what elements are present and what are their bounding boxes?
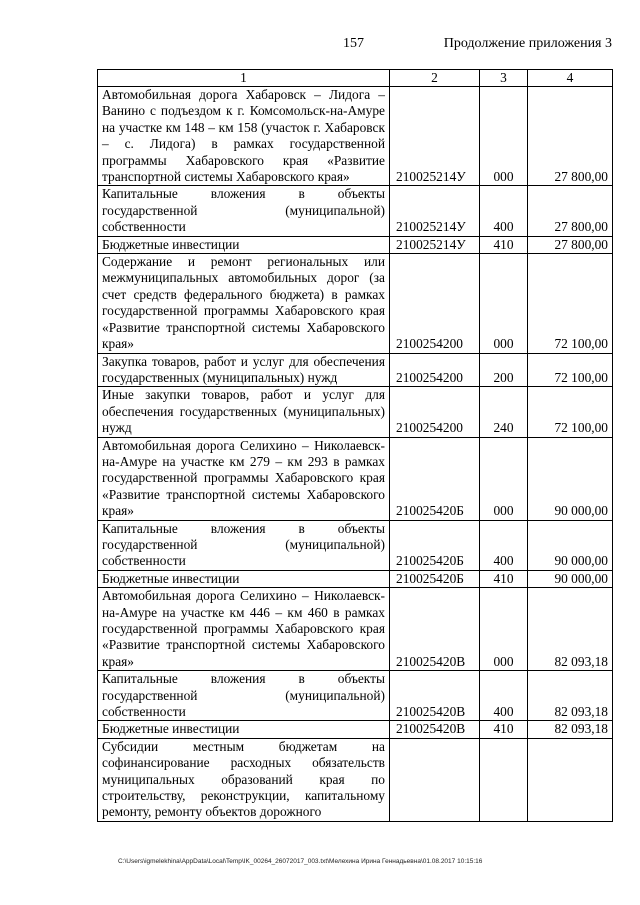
column-header-4: 4	[528, 70, 613, 87]
row-code-cell: 210025420В	[390, 721, 480, 738]
row-sum-cell: 72 100,00	[528, 254, 613, 353]
row-name-cell: Закупка товаров, работ и услуг для обеспечения государственных (муниципальных) нужд	[98, 353, 390, 387]
row-kvr-cell: 400	[480, 520, 528, 570]
row-name-cell: Автомобильная дорога Хабаровск – Лидога – Ванино с подъездом к г. Комсомольск-на-Амуре на участке км 148 – км 158 (участок г. Хабаровск – с. Лидога) в рамках государственной программы Хабаровского края «Развитие транспортной системы Хабаровского края»	[98, 87, 390, 186]
row-code-cell: 210025420В	[390, 588, 480, 671]
row-kvr-cell: 400	[480, 671, 528, 721]
row-sum-cell: 82 093,18	[528, 721, 613, 738]
table-row	[98, 570, 613, 587]
row-kvr-cell: 000	[480, 87, 528, 186]
row-sum-cell: 27 800,00	[528, 236, 613, 253]
row-name-cell: Бюджетные инвестиции	[98, 570, 390, 587]
table-row	[98, 588, 613, 671]
footer-file-path: C:\Users\igmelekhina\AppData\Local\Temp\IK_00264_26072017_003.txt\Мелехина Ирина Геннадьевна\01.08.2017 10:15:16	[118, 858, 483, 865]
table-row	[98, 254, 613, 353]
row-code-cell: 210025214У	[390, 87, 480, 186]
row-code-cell: 2100254200	[390, 387, 480, 437]
row-name-cell: Бюджетные инвестиции	[98, 236, 390, 253]
table-row	[98, 520, 613, 570]
row-code-cell: 210025214У	[390, 186, 480, 236]
row-code-cell: 210025420Б	[390, 520, 480, 570]
table-row	[98, 353, 613, 387]
column-header-3: 3	[480, 70, 528, 87]
row-name-cell: Бюджетные инвестиции	[98, 721, 390, 738]
column-header-2: 2	[390, 70, 480, 87]
row-sum-cell: 90 000,00	[528, 520, 613, 570]
row-name-cell: Автомобильная дорога Селихино – Николаевск-на-Амуре на участке км 279 – км 293 в рамках государственной программы Хабаровского края «Развитие транспортной системы Хабаровского края»	[98, 437, 390, 520]
row-sum-cell: 27 800,00	[528, 87, 613, 186]
row-sum-cell	[528, 738, 613, 821]
row-code-cell: 2100254200	[390, 353, 480, 387]
row-code-cell: 210025214У	[390, 236, 480, 253]
table-header-row	[98, 70, 613, 87]
row-kvr-cell: 400	[480, 186, 528, 236]
row-code-cell: 2100254200	[390, 254, 480, 353]
row-name-cell: Капитальные вложения в объекты государственной (муниципальной) собственности	[98, 520, 390, 570]
row-kvr-cell: 200	[480, 353, 528, 387]
table-row	[98, 671, 613, 721]
row-code-cell: 210025420Б	[390, 570, 480, 587]
row-sum-cell: 72 100,00	[528, 353, 613, 387]
row-kvr-cell: 000	[480, 437, 528, 520]
row-sum-cell: 72 100,00	[528, 387, 613, 437]
table-row	[98, 186, 613, 236]
row-code-cell: 210025420Б	[390, 437, 480, 520]
table-row	[98, 738, 613, 821]
row-kvr-cell: 000	[480, 254, 528, 353]
row-kvr-cell: 000	[480, 588, 528, 671]
row-name-cell: Капитальные вложения в объекты государственной (муниципальной) собственности	[98, 671, 390, 721]
row-sum-cell: 90 000,00	[528, 570, 613, 587]
page-number: 157	[343, 36, 364, 51]
column-header-1: 1	[98, 70, 390, 87]
table-row	[98, 387, 613, 437]
table-row	[98, 437, 613, 520]
row-name-cell: Иные закупки товаров, работ и услуг для обеспечения государственных (муниципальных) нужд	[98, 387, 390, 437]
row-name-cell: Автомобильная дорога Селихино – Николаевск-на-Амуре на участке км 446 – км 460 в рамках государственной программы Хабаровского края «Развитие транспортной системы Хабаровского края»	[98, 588, 390, 671]
row-kvr-cell	[480, 738, 528, 821]
row-name-cell: Субсидии местным бюджетам на софинансирование расходных обязательств муниципальных образований края по строительству, реконструкции, капитальному ремонту, ремонту объектов дорожного	[98, 738, 390, 821]
row-code-cell: 210025420В	[390, 671, 480, 721]
budget-table	[97, 69, 613, 822]
row-kvr-cell: 240	[480, 387, 528, 437]
table-row	[98, 236, 613, 253]
table-row	[98, 721, 613, 738]
row-sum-cell: 82 093,18	[528, 671, 613, 721]
continuation-label: Продолжение приложения 3	[443, 36, 612, 51]
row-sum-cell: 90 000,00	[528, 437, 613, 520]
row-sum-cell: 82 093,18	[528, 588, 613, 671]
row-sum-cell: 27 800,00	[528, 186, 613, 236]
row-kvr-cell: 410	[480, 721, 528, 738]
row-code-cell	[390, 738, 480, 821]
row-kvr-cell: 410	[480, 570, 528, 587]
table-row	[98, 87, 613, 186]
row-name-cell: Содержание и ремонт региональных или межмуниципальных автомобильных дорог (за счет средств федерального бюджета) в рамках государственной программы Хабаровского края «Развитие транспортной системы Хабаровского края»	[98, 254, 390, 353]
row-kvr-cell: 410	[480, 236, 528, 253]
row-name-cell: Капитальные вложения в объекты государственной (муниципальной) собственности	[98, 186, 390, 236]
